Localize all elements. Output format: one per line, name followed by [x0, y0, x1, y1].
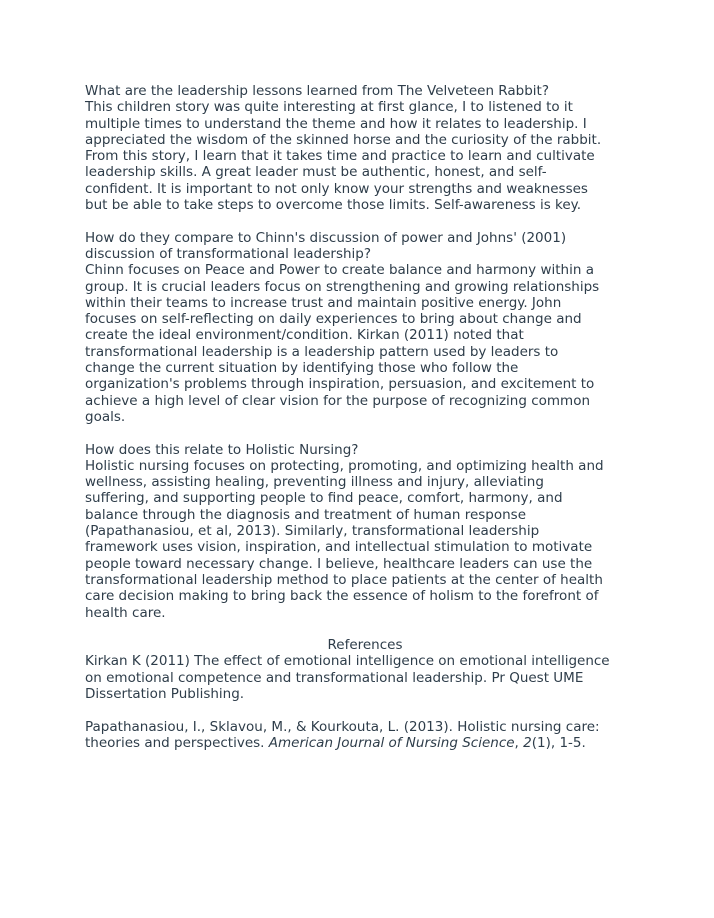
- answer-line: but be able to take steps to overcome those limits. Self-awareness is key.: [85, 197, 582, 214]
- answer-line: wellness, assisting healing, preventing illness and injury, alleviating: [85, 474, 544, 491]
- answer-line: achieve a high level of clear vision for the purpose of recognizing common: [85, 392, 591, 409]
- answer-line: transformational leadership method to place patients at the center of health: [85, 571, 603, 588]
- answer-line: Holistic nursing focuses on protecting, promoting, and optimizing health and: [85, 457, 604, 474]
- answer-line: framework uses vision, inspiration, and intellectual stimulation to motivate: [85, 539, 593, 556]
- reference-text: theories and perspectives.: [85, 734, 269, 751]
- section-holistic-nursing: [85, 442, 645, 621]
- answer-line: leadership skills. A great leader must be authentic, honest, and self-: [85, 164, 547, 181]
- answer-line: appreciated the wisdom of the skinned horse and the curiosity of the rabbit.: [85, 131, 602, 148]
- reference-line: Papathanasiou, I., Sklavou, M., & Kourkouta, L. (2013). Holistic nursing care:: [85, 718, 600, 735]
- reference-line: Kirkan K (2011) The effect of emotional intelligence on emotional intelligence: [85, 653, 610, 670]
- section-velveteen-rabbit: [85, 83, 645, 213]
- answer-line: create the ideal environment/condition. Kirkan (2011) noted that: [85, 327, 524, 344]
- answer-line: balance through the diagnosis and treatment of human response: [85, 506, 527, 523]
- answer-line: transformational leadership is a leadership pattern used by leaders to: [85, 343, 559, 360]
- answer-line: people toward necessary change. I believe, healthcare leaders can use the: [85, 555, 593, 572]
- answer-line: care decision making to bring back the essence of holism to the forefront of: [85, 588, 599, 605]
- answer-line: Chinn focuses on Peace and Power to create balance and harmony within a: [85, 262, 594, 279]
- answer-line: focuses on self-reflecting on daily experiences to bring about change and: [85, 311, 582, 328]
- journal-title: American Journal of Nursing Science: [268, 734, 515, 751]
- reference-separator: ,: [514, 734, 524, 751]
- question-heading: How do they compare to Chinn's discussion of power and Johns' (2001): [85, 229, 567, 246]
- answer-line: From this story, I learn that it takes time and practice to learn and cultivate: [85, 148, 595, 165]
- question-heading: What are the leadership lessons learned from The Velveteen Rabbit?: [85, 83, 550, 99]
- question-heading: discussion of transformational leadership?: [85, 245, 372, 262]
- reference-line: on emotional competence and transformational leadership. Pr Quest UME: [85, 669, 584, 686]
- answer-line: confident. It is important to not only know your strengths and weaknesses: [85, 180, 588, 197]
- answer-line: within their teams to increase trust and maintain positive energy. John: [85, 294, 562, 311]
- reference-entry: [85, 653, 645, 702]
- reference-line: [85, 735, 645, 751]
- section-chinn-johns: [85, 230, 645, 426]
- reference-line: Dissertation Publishing.: [85, 685, 245, 702]
- answer-line: health care.: [85, 604, 166, 621]
- references-section: [85, 637, 645, 751]
- question-heading: How does this relate to Holistic Nursing?: [85, 441, 359, 458]
- reference-entry: [85, 719, 645, 752]
- answer-line: This children story was quite interesting at first glance, I to listened to it: [85, 99, 573, 116]
- answer-line: change the current situation by identifying those who follow the: [85, 360, 519, 377]
- document-page: [85, 83, 645, 767]
- answer-line: (Papathanasiou, et al, 2013). Similarly, transformational leadership: [85, 523, 540, 540]
- answer-line: multiple times to understand the theme and how it relates to leadership. I: [85, 115, 587, 132]
- answer-line: organization's problems through inspiration, persuasion, and excitement to: [85, 376, 595, 393]
- reference-pages: (1), 1-5.: [531, 734, 586, 751]
- references-heading: References: [327, 637, 403, 654]
- answer-line: group. It is crucial leaders focus on strengthening and growing relationships: [85, 278, 600, 295]
- answer-line: goals.: [85, 408, 126, 425]
- answer-line: suffering, and supporting people to find peace, comfort, harmony, and: [85, 490, 563, 507]
- journal-volume: 2: [523, 734, 532, 751]
